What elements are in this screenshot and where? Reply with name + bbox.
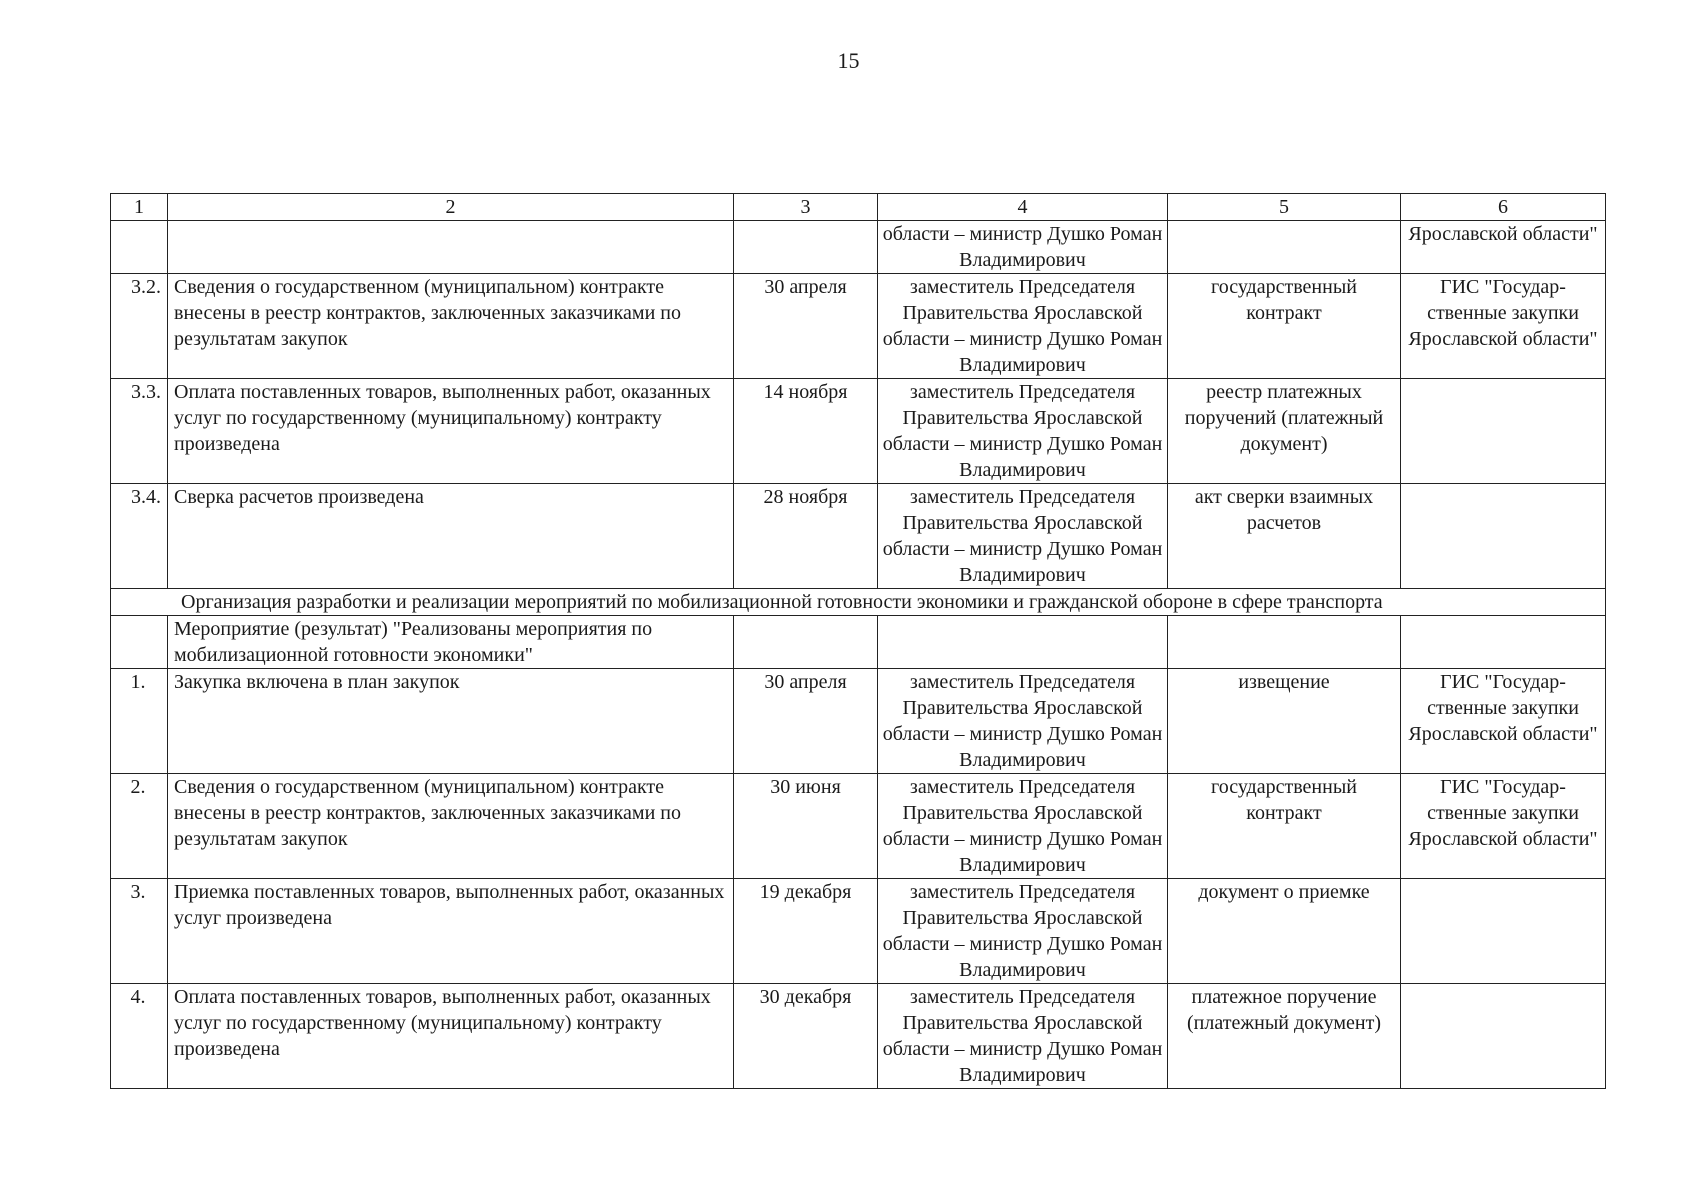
cell-empty <box>1168 221 1401 274</box>
system-cell: ГИС "Государ-ственные закупки Ярославской области" <box>1401 669 1606 774</box>
cell-empty <box>1401 616 1606 669</box>
event-cell: Оплата поставленных товаров, выполненных работ, оказанных услуг по государственному (муниципальному) контракту произведена <box>168 379 734 484</box>
table-row <box>111 879 1606 984</box>
table-row <box>111 484 1606 589</box>
page-number: 15 <box>837 48 860 73</box>
cell-empty <box>734 221 878 274</box>
event-cell: Приемка поставленных товаров, выполненных работ, оказанных услуг произведена <box>168 879 734 984</box>
cell-empty <box>168 221 734 274</box>
sub-event-row <box>111 616 1606 669</box>
header-cell: 4 <box>878 194 1168 221</box>
header-cell: 6 <box>1401 194 1606 221</box>
event-cell: Оплата поставленных товаров, выполненных работ, оказанных услуг по государственному (муниципальному) контракту произведена <box>168 984 734 1089</box>
date-cell: 30 апреля <box>734 274 878 379</box>
row-number: 3.2. <box>111 274 168 379</box>
system-cell: ГИС "Государ-ственные закупки Ярославской области" <box>1401 274 1606 379</box>
system-cell <box>1401 984 1606 1089</box>
cell-empty <box>111 221 168 274</box>
responsible-cell: заместитель Председателя Правительства Ярославской области – министр Душко Роман Владимирович <box>878 984 1168 1089</box>
document-cell: платежное поручение (платежный документ) <box>1168 984 1401 1089</box>
event-cell: Сведения о государственном (муниципальном) контракте внесены в реестр контрактов, заключенных заказчиками по результатам закупок <box>168 774 734 879</box>
system-cell <box>1401 879 1606 984</box>
document-cell: документ о приемке <box>1168 879 1401 984</box>
date-cell: 19 декабря <box>734 879 878 984</box>
system-cell: ГИС "Государ-ственные закупки Ярославской области" <box>1401 774 1606 879</box>
date-cell: 30 декабря <box>734 984 878 1089</box>
cell-empty <box>111 616 168 669</box>
cell-empty <box>878 616 1168 669</box>
date-cell: 14 ноября <box>734 379 878 484</box>
row-number: 3.4. <box>111 484 168 589</box>
header-cell: 2 <box>168 194 734 221</box>
section-title: Организация разработки и реализации мероприятий по мобилизационной готовности экономики и гражданской обороне в сфере транспорта <box>111 589 1606 616</box>
date-cell: 30 апреля <box>734 669 878 774</box>
responsible-cell: заместитель Председателя Правительства Ярославской области – министр Душко Роман Владимирович <box>878 879 1168 984</box>
table-row-continuation <box>111 221 1606 274</box>
event-cell: Сведения о государственном (муниципальном) контракте внесены в реестр контрактов, заключенных заказчиками по результатам закупок <box>168 274 734 379</box>
system-cell: Ярославской области" <box>1401 221 1606 274</box>
plan-table <box>110 193 1606 1089</box>
sub-event-title: Мероприятие (результат) "Реализованы мероприятия по мобилизационной готовности экономики" <box>168 616 734 669</box>
date-cell: 28 ноября <box>734 484 878 589</box>
row-number: 2. <box>111 774 168 879</box>
document-cell: государственный контракт <box>1168 774 1401 879</box>
header-cell: 5 <box>1168 194 1401 221</box>
document-cell: реестр платежных поручений (платежный документ) <box>1168 379 1401 484</box>
system-cell <box>1401 484 1606 589</box>
system-cell <box>1401 379 1606 484</box>
event-cell: Закупка включена в план закупок <box>168 669 734 774</box>
document-cell: акт сверки взаимных расчетов <box>1168 484 1401 589</box>
responsible-cell: заместитель Председателя Правительства Ярославской области – министр Душко Роман Владимирович <box>878 669 1168 774</box>
event-cell: Сверка расчетов произведена <box>168 484 734 589</box>
responsible-cell: заместитель Председателя Правительства Ярославской области – министр Душко Роман Владимирович <box>878 379 1168 484</box>
table-row <box>111 774 1606 879</box>
row-number: 3.3. <box>111 379 168 484</box>
header-cell: 1 <box>111 194 168 221</box>
table-row <box>111 274 1606 379</box>
table-row <box>111 669 1606 774</box>
cell-empty <box>734 616 878 669</box>
cell-empty <box>1168 616 1401 669</box>
table-row <box>111 379 1606 484</box>
responsible-cell: заместитель Председателя Правительства Ярославской области – министр Душко Роман Владимирович <box>878 774 1168 879</box>
date-cell: 30 июня <box>734 774 878 879</box>
table-header-row <box>111 194 1606 221</box>
row-number: 1. <box>111 669 168 774</box>
responsible-cell: заместитель Председателя Правительства Ярославской области – министр Душко Роман Владимирович <box>878 274 1168 379</box>
section-row <box>111 589 1606 616</box>
table-row <box>111 984 1606 1089</box>
row-number: 3. <box>111 879 168 984</box>
responsible-cell: заместитель Председателя Правительства Ярославской области – министр Душко Роман Владимирович <box>878 484 1168 589</box>
document-cell: государственный контракт <box>1168 274 1401 379</box>
header-cell: 3 <box>734 194 878 221</box>
responsible-cell: области – министр Душко Роман Владимирович <box>878 221 1168 274</box>
document-cell: извещение <box>1168 669 1401 774</box>
row-number: 4. <box>111 984 168 1089</box>
